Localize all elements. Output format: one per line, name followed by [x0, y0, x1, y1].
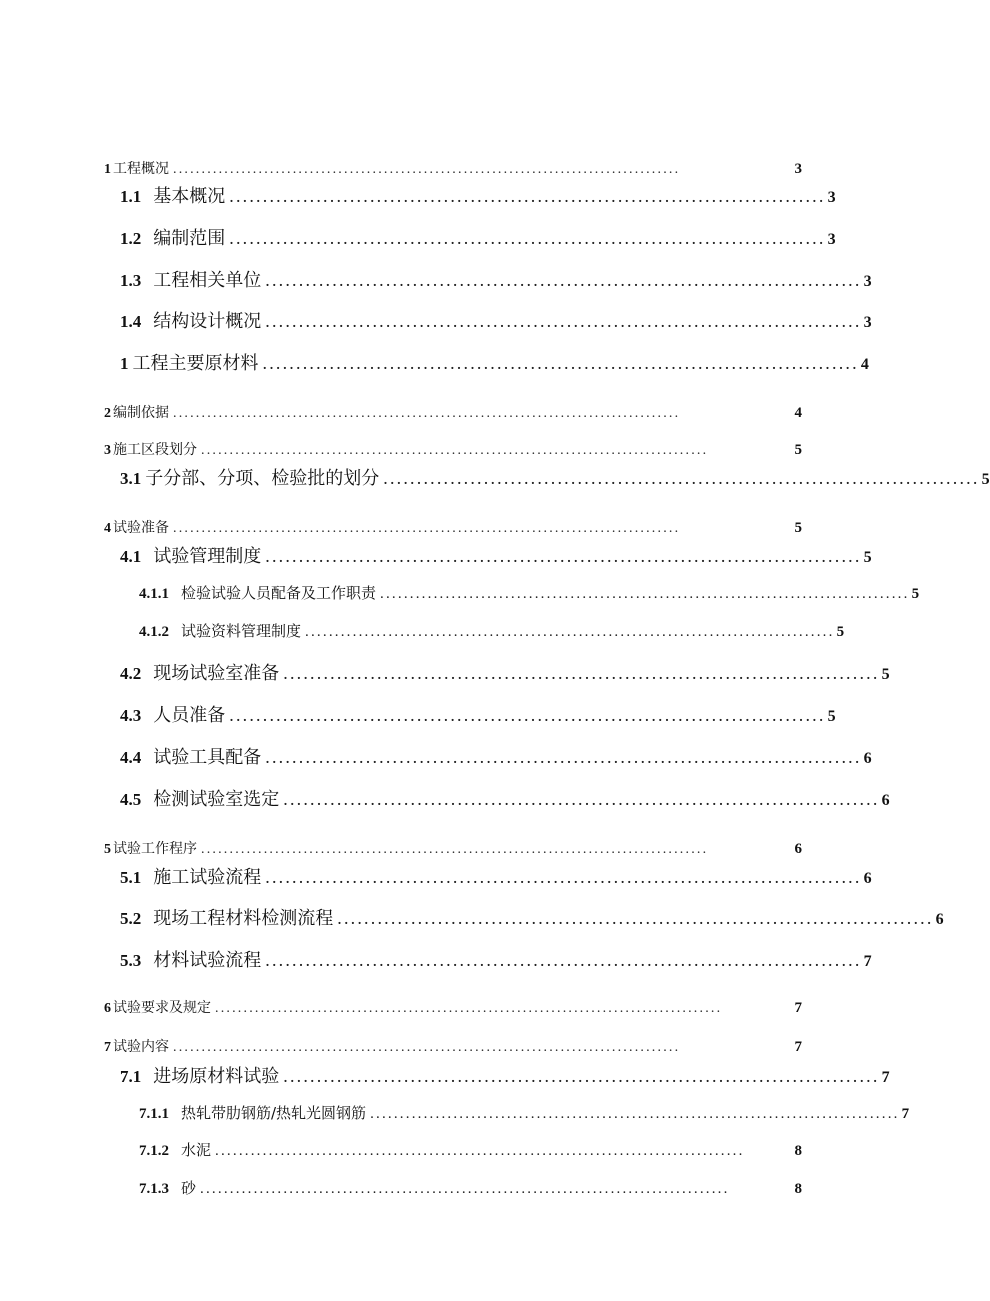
toc-entry-number: 7.1.2 — [139, 1143, 169, 1159]
toc-entry-title: 施工区段划分 — [113, 442, 197, 458]
toc-entry-number: 1.3 — [120, 271, 142, 290]
toc-entry[interactable] — [120, 867, 872, 888]
toc-entry[interactable] — [120, 950, 872, 971]
toc-dot-leader: ......................................................................................... — [173, 521, 681, 536]
toc-entry-title: 现场试验室准备 — [153, 663, 280, 684]
toc-dot-leader: ......................................................................................... — [283, 789, 880, 809]
toc-entry-page-number: 6 — [863, 870, 872, 887]
toc-entry-title: 检验试验人员配备及工作职责 — [181, 584, 377, 602]
toc-entry[interactable] — [104, 443, 802, 458]
toc-entry-page-number: 6 — [935, 911, 944, 928]
toc-entry-page-number: 7 — [881, 1069, 890, 1086]
toc-entry-title: 热轧带肋钢筋/热轧光圆钢筋 — [181, 1104, 367, 1122]
toc-entry-title: 砂 — [181, 1179, 197, 1197]
toc-entry-page-number: 3 — [827, 231, 836, 248]
toc-entry-title: 水泥 — [181, 1141, 212, 1159]
toc-entry-number: 7.1.1 — [139, 1106, 169, 1122]
toc-entry-page-number: 8 — [794, 1143, 802, 1159]
toc-entry[interactable] — [104, 1001, 802, 1016]
toc-entry-number: 4.3 — [120, 706, 142, 725]
toc-entry-page-number: 4 — [794, 405, 802, 421]
toc-entry[interactable] — [104, 162, 802, 177]
toc-entry-number: 1 — [120, 354, 129, 373]
toc-entry-page-number: 5 — [794, 442, 802, 458]
toc-entry[interactable] — [120, 705, 836, 726]
toc-dot-leader: ......................................................................................... — [262, 353, 859, 373]
toc-entry-number: 2 — [104, 406, 111, 421]
toc-entry-page-number: 5 — [794, 520, 802, 536]
toc-entry[interactable] — [104, 842, 802, 857]
toc-dot-leader: ......................................................................................... — [265, 747, 862, 767]
toc-entry-number: 4 — [104, 521, 111, 536]
toc-entry-page-number: 5 — [881, 666, 890, 683]
toc-entry[interactable] — [139, 1181, 802, 1197]
toc-entry-page-number: 6 — [863, 750, 872, 767]
toc-dot-leader: ......................................................................................... — [215, 1001, 723, 1016]
toc-entry-title: 基本概况 — [153, 186, 226, 207]
toc-entry-number: 3 — [104, 443, 111, 458]
toc-entry-title: 工程相关单位 — [153, 270, 262, 291]
toc-entry-title: 试验准备 — [113, 520, 169, 536]
toc-entry[interactable] — [120, 270, 872, 291]
toc-entry-page-number: 7 — [901, 1106, 910, 1122]
toc-entry-title: 结构设计概况 — [153, 311, 262, 332]
toc-entry-page-number: 8 — [794, 1181, 802, 1197]
toc-entry-title: 子分部、分项、检验批的划分 — [145, 468, 380, 489]
toc-dot-leader: ......................................................................................... — [201, 842, 709, 857]
toc-entry-title: 试验资料管理制度 — [181, 622, 302, 640]
toc-entry-page-number: 6 — [794, 841, 802, 857]
toc-entry-number: 1.1 — [120, 187, 142, 206]
toc-dot-leader: ......................................................................................... — [229, 228, 826, 248]
toc-entry[interactable] — [120, 747, 872, 768]
toc-dot-leader: ......................................................................................... — [370, 1106, 900, 1122]
toc-dot-leader: ......................................................................................... — [337, 908, 934, 928]
toc-entry-title: 工程概况 — [113, 161, 169, 177]
toc-entry-number: 1.2 — [120, 229, 142, 248]
toc-entry-page-number: 3 — [863, 314, 872, 331]
toc-entry-page-number: 7 — [794, 1000, 802, 1016]
toc-entry-page-number: 3 — [794, 161, 802, 177]
toc-entry-title: 检测试验室选定 — [153, 789, 280, 810]
toc-entry-number: 4.1.2 — [139, 624, 169, 640]
toc-entry-title: 材料试验流程 — [153, 950, 262, 971]
toc-entry[interactable] — [120, 353, 869, 374]
toc-dot-leader: ......................................................................................... — [265, 546, 862, 566]
toc-dot-leader: ......................................................................................... — [265, 950, 862, 970]
toc-entry-number: 1 — [104, 162, 111, 177]
toc-entry[interactable] — [139, 1104, 910, 1122]
toc-entry-number: 5 — [104, 842, 111, 857]
toc-entry-page-number: 4 — [860, 356, 869, 373]
toc-entry[interactable] — [120, 789, 890, 810]
toc-dot-leader: ......................................................................................... — [229, 186, 826, 206]
toc-entry-number: 7 — [104, 1040, 111, 1055]
toc-entry-page-number: 5 — [911, 586, 920, 602]
toc-entry-number: 5.3 — [120, 951, 142, 970]
toc-dot-leader: ......................................................................................... — [283, 663, 880, 683]
toc-dot-leader: ......................................................................................... — [173, 406, 681, 421]
toc-entry-page-number: 5 — [981, 471, 990, 488]
toc-entry-number: 3.1 — [120, 469, 142, 488]
toc-dot-leader: ......................................................................................... — [380, 586, 910, 602]
toc-entry-title: 编制依据 — [113, 405, 169, 421]
toc-entry-page-number: 5 — [836, 624, 845, 640]
toc-entry-number: 5.2 — [120, 909, 142, 928]
toc-dot-leader: ......................................................................................... — [305, 624, 835, 640]
toc-entry-title: 工程主要原材料 — [132, 353, 259, 374]
toc-entry-page-number: 7 — [863, 953, 872, 970]
toc-entry-number: 7.1 — [120, 1067, 142, 1086]
toc-entry-title: 试验内容 — [113, 1039, 169, 1055]
toc-entry-page-number: 3 — [827, 189, 836, 206]
toc-entry[interactable] — [120, 228, 836, 249]
toc-entry-number: 4.1 — [120, 547, 142, 566]
toc-entry-page-number: 5 — [863, 549, 872, 566]
toc-entry-page-number: 3 — [863, 273, 872, 290]
toc-entry-number: 6 — [104, 1001, 111, 1016]
toc-entry-title: 现场工程材料检测流程 — [153, 908, 334, 929]
toc-entry-title: 编制范围 — [153, 228, 226, 249]
toc-entry-number: 4.4 — [120, 748, 142, 767]
toc-entry[interactable] — [139, 1143, 802, 1159]
toc-entry-title: 试验管理制度 — [153, 546, 262, 567]
toc-entry[interactable] — [139, 622, 845, 640]
toc-dot-leader: ......................................................................................... — [265, 867, 862, 887]
toc-entry-title: 试验工作程序 — [113, 841, 197, 857]
toc-dot-leader: ......................................................................................... — [265, 311, 862, 331]
toc-entry[interactable] — [120, 663, 890, 684]
toc-dot-leader: ......................................................................................... — [215, 1143, 745, 1159]
toc-dot-leader: ......................................................................................... — [200, 1181, 730, 1197]
toc-entry[interactable] — [120, 468, 990, 489]
toc-entry-number: 5.1 — [120, 868, 142, 887]
toc-entry-title: 试验工具配备 — [153, 747, 262, 768]
toc-entry[interactable] — [104, 406, 802, 421]
toc-entry[interactable] — [104, 1040, 802, 1055]
toc-dot-leader: ......................................................................................... — [201, 443, 709, 458]
toc-entry-title: 施工试验流程 — [153, 867, 262, 888]
toc-entry-number: 4.2 — [120, 664, 142, 683]
toc-dot-leader: ......................................................................................... — [265, 270, 862, 290]
toc-dot-leader: ......................................................................................... — [173, 162, 681, 177]
toc-entry[interactable] — [120, 1066, 890, 1087]
toc-dot-leader: ......................................................................................... — [383, 468, 980, 488]
toc-dot-leader: ......................................................................................... — [229, 705, 826, 725]
toc-entry-number: 7.1.3 — [139, 1181, 169, 1197]
toc-entry-number: 4.1.1 — [139, 586, 169, 602]
toc-entry[interactable] — [120, 908, 944, 929]
toc-entry[interactable] — [120, 311, 872, 332]
toc-entry-page-number: 6 — [881, 792, 890, 809]
toc-entry[interactable] — [139, 584, 920, 602]
toc-entry-number: 4.5 — [120, 790, 142, 809]
toc-entry-number: 1.4 — [120, 312, 142, 331]
toc-entry[interactable] — [120, 186, 836, 207]
toc-dot-leader: ......................................................................................... — [283, 1066, 880, 1086]
toc-entry-page-number: 5 — [827, 708, 836, 725]
toc-dot-leader: ......................................................................................... — [173, 1040, 681, 1055]
toc-entry-title: 人员准备 — [153, 705, 226, 726]
toc-entry-page-number: 7 — [794, 1039, 802, 1055]
toc-entry-title: 进场原材料试验 — [153, 1066, 280, 1087]
toc-entry-title: 试验要求及规定 — [113, 1000, 211, 1016]
toc-entry[interactable] — [104, 521, 802, 536]
toc-entry[interactable] — [120, 546, 872, 567]
